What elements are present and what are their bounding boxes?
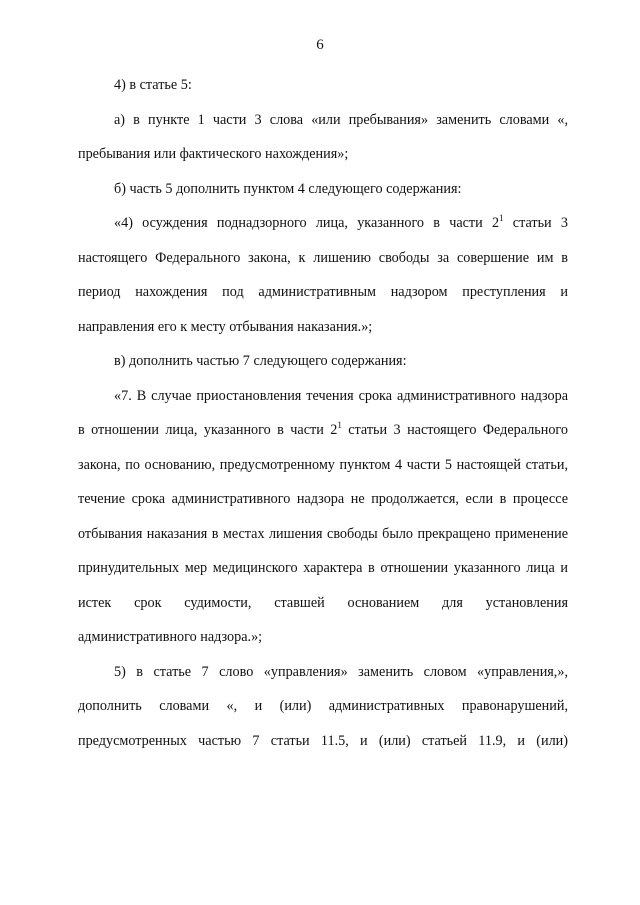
paragraph-item-a: а) в пункте 1 части 3 слова «или пребывания» заменить словами «, пребывания или фактического нахождения»; [78, 111, 568, 162]
paragraph-part-7-text-start: «7. В случае приостановления течения срока административного надзора в отношении лица, указанного в части 2 [78, 387, 568, 438]
paragraph-article-7: 5) в статье 7 слово «управления» заменить словом «управления,», дополнить словами «, и (или) административных правонарушений, предусмотренных частью 7 статьи 11.5, и (или) статьей 11.9, и (или) [78, 663, 568, 749]
paragraph-point-4-text-start: «4) осуждения поднадзорного лица, указанного в части 2 [114, 215, 500, 231]
paragraph-part-7 [78, 379, 568, 655]
paragraph-item-b: б) часть 5 дополнить пунктом 4 следующего содержания: [114, 180, 462, 197]
superscript-1: 1 [499, 213, 504, 223]
paragraph-point-4-text-end: статьи 3 настоящего Федерального закона, к лишению свободы за совершение им в период нахождения под административным надзором преступления и направления его к месту отбывания наказания.»; [78, 215, 568, 335]
paragraph-item-v: в) дополнить частью 7 следующего содержания: [114, 353, 407, 369]
paragraph-part-7-text-end: статьи 3 настоящего Федерального закона, по основанию, предусмотренному пунктом 4 части 5 настоящей статьи, течение срока административного надзора не продолжается, если в процессе отбывания наказания в местах лишения свободы было прекращено применение принудительных мер медицинского характера в отношении указанного лица и истек срок судимости, ставшей основанием для установления административного надзора.»; [78, 422, 568, 645]
document-body [78, 68, 568, 758]
superscript-1: 1 [337, 420, 342, 430]
paragraph-article-5-intro: 4) в статье 5: [114, 77, 192, 93]
page-number: 6 [316, 37, 324, 53]
paragraph-point-4 [78, 206, 568, 344]
